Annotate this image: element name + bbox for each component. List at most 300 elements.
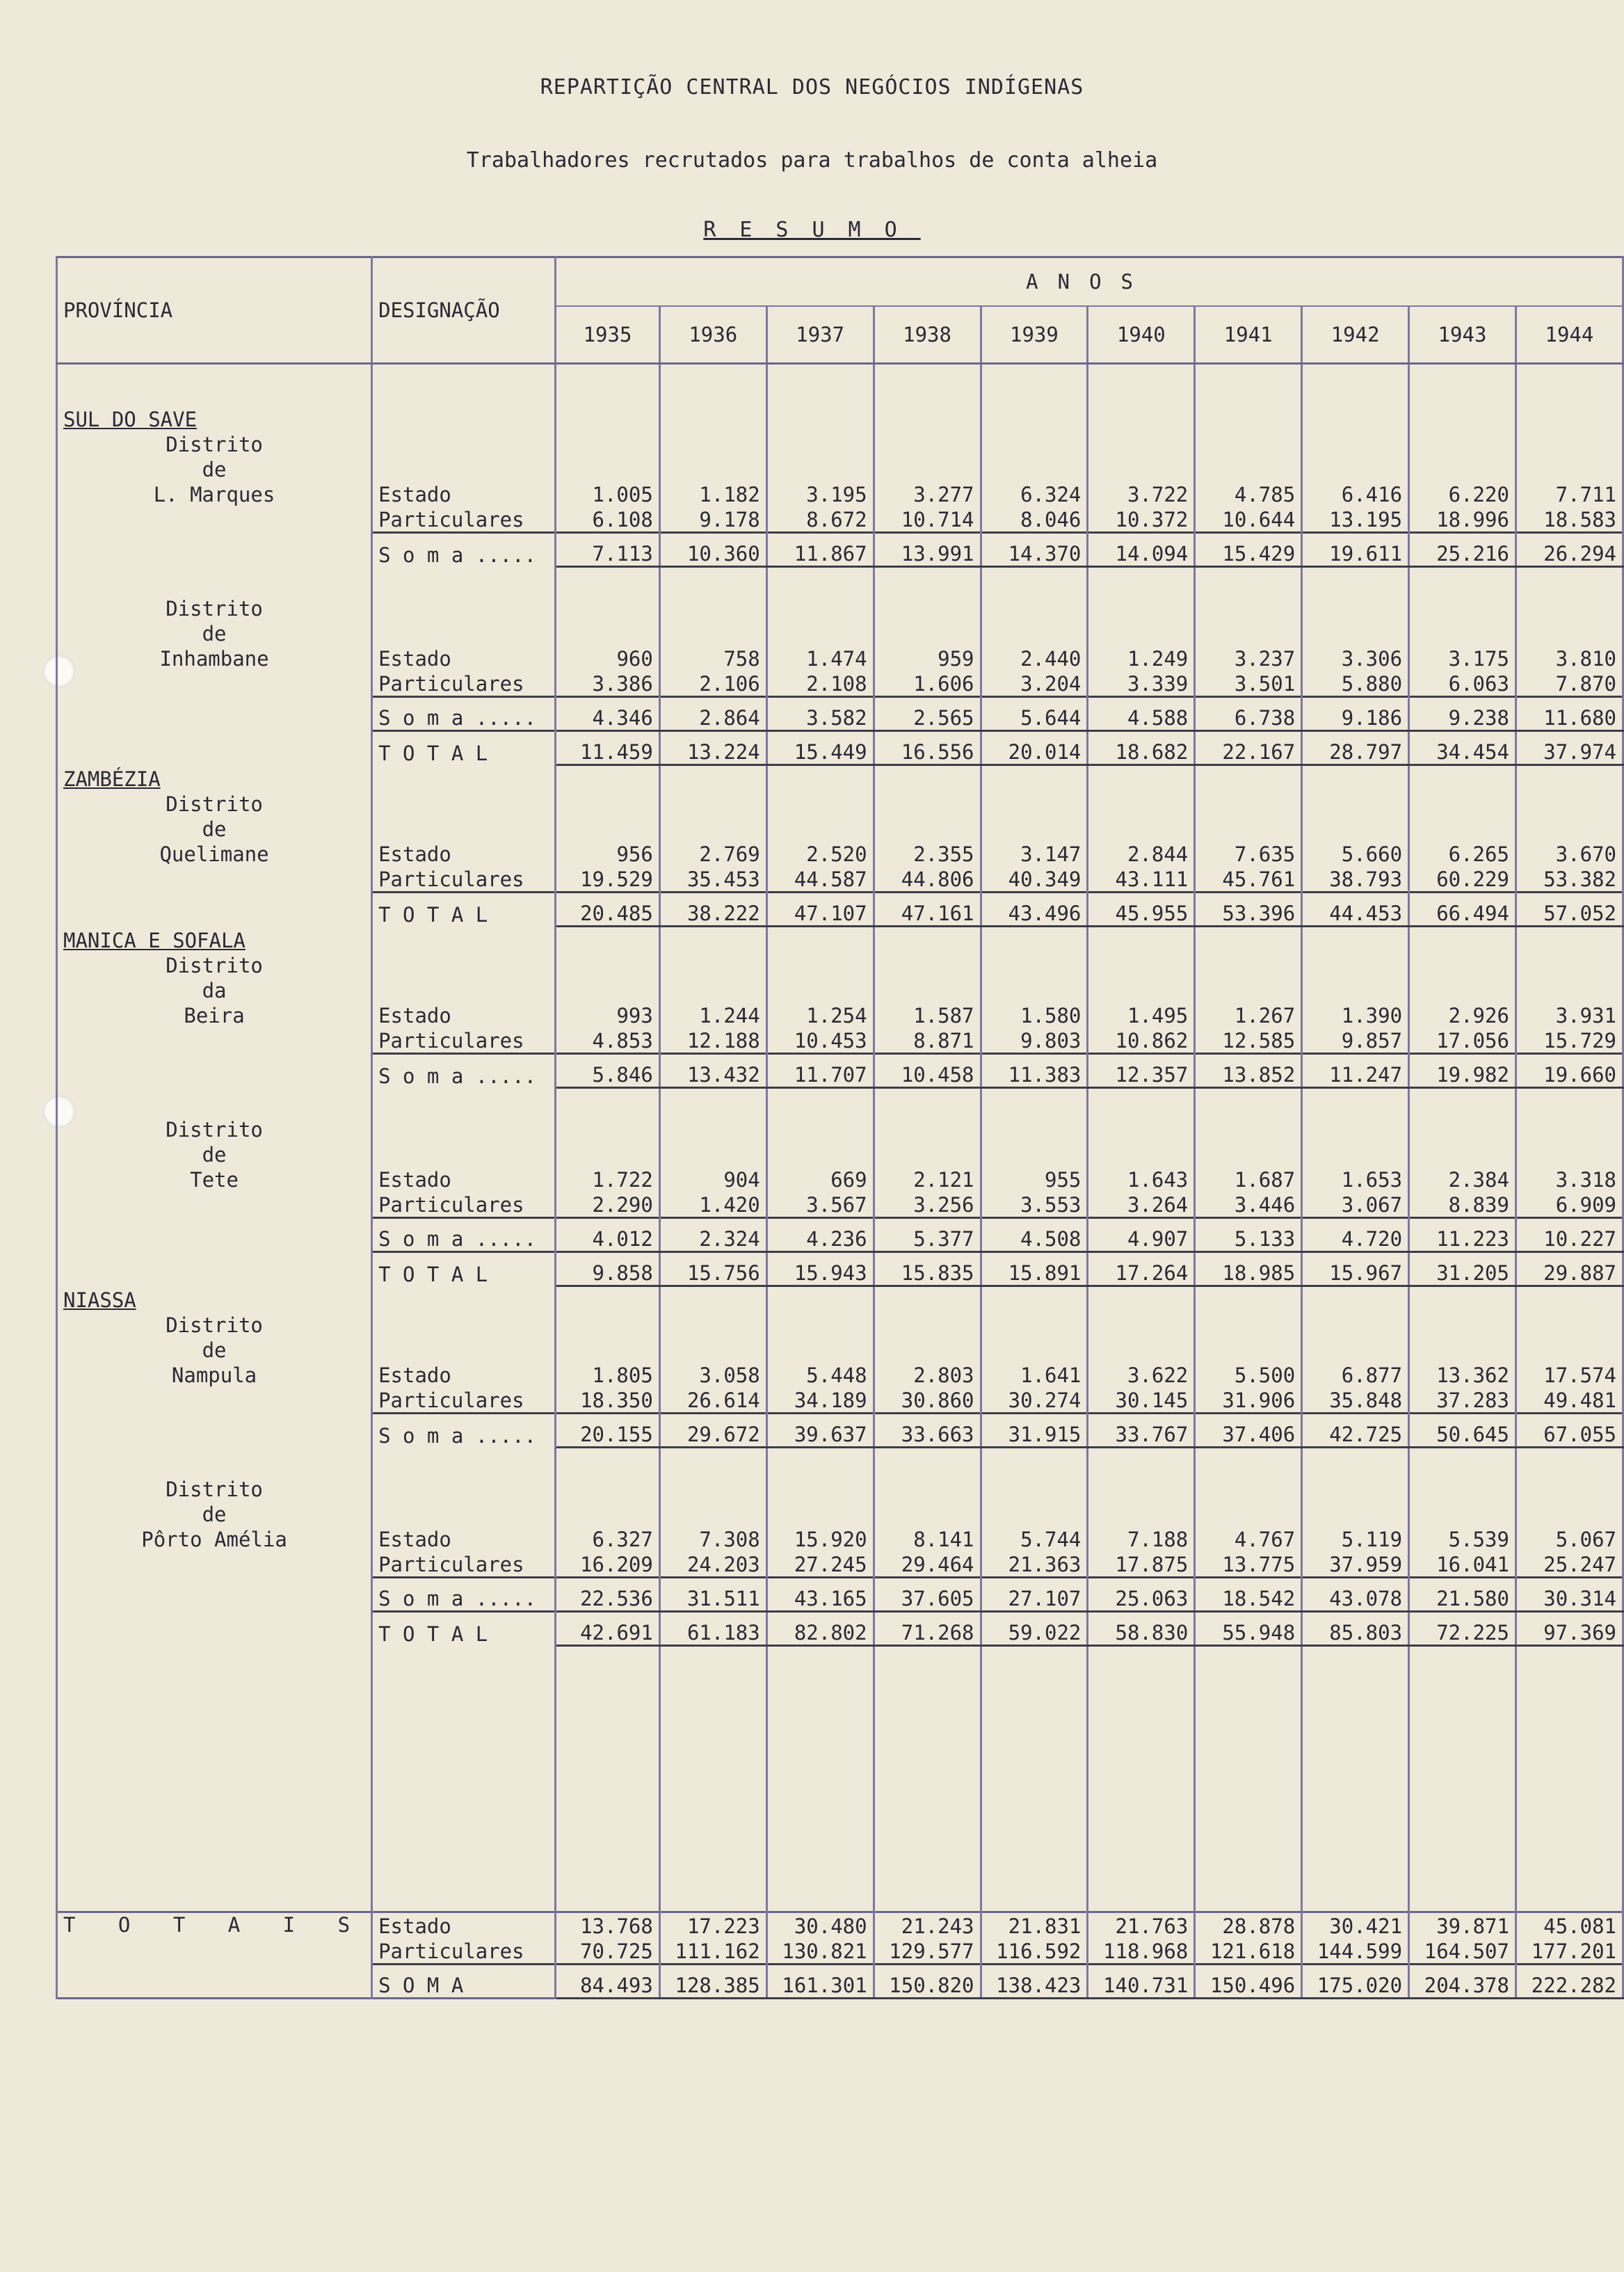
value-cell: 1.653: [1302, 1167, 1409, 1192]
district-name: de: [57, 1501, 372, 1526]
value-cell: [556, 456, 660, 481]
value-cell: 97.369: [1516, 1612, 1623, 1646]
value-cell: [659, 1501, 766, 1526]
value-cell: 7.870: [1516, 671, 1623, 697]
empty-cell: [57, 364, 372, 407]
value-cell: 43.111: [1088, 866, 1195, 893]
value-cell: 47.107: [766, 893, 874, 927]
value-cell: 6.265: [1409, 841, 1516, 866]
district-name: Beira: [57, 1002, 372, 1027]
value-cell: 10.360: [659, 533, 766, 567]
empty-cell: [57, 1612, 372, 1646]
section-niassa: NIASSA: [57, 1286, 372, 1313]
value-cell: 11.459: [556, 731, 660, 765]
empty-cell: [1195, 1088, 1302, 1117]
value-cell: [1302, 456, 1409, 481]
value-cell: [556, 595, 660, 621]
value-cell: [981, 791, 1088, 816]
value-cell: 150.820: [874, 1965, 981, 1999]
value-cell: 39.637: [766, 1414, 874, 1448]
value-cell: 2.844: [1088, 841, 1195, 866]
value-cell: 70.725: [556, 1938, 660, 1965]
row-label: S o m a .....: [372, 697, 556, 731]
value-cell: 4.236: [766, 1218, 874, 1252]
value-cell: 33.767: [1088, 1414, 1195, 1448]
value-cell: [874, 406, 981, 431]
header-designacao: DESIGNAÇÃO: [372, 257, 556, 364]
empty-cell: [659, 1448, 766, 1477]
value-cell: [766, 791, 874, 816]
value-cell: [556, 1117, 660, 1142]
value-cell: [556, 431, 660, 456]
value-cell: 3.446: [1195, 1192, 1302, 1218]
value-cell: [1516, 927, 1623, 953]
value-cell: [981, 927, 1088, 953]
row-label: Estado: [372, 481, 556, 506]
value-cell: 11.867: [766, 533, 874, 567]
empty-cell: [1409, 1448, 1516, 1477]
table-row: [57, 927, 1623, 953]
value-cell: 26.294: [1516, 533, 1623, 567]
value-cell: 956: [556, 841, 660, 866]
value-cell: [1516, 977, 1623, 1002]
totais-label: T O T A I S: [57, 1912, 372, 1939]
table-row: [57, 671, 1623, 697]
value-cell: [766, 1501, 874, 1526]
value-cell: 8.141: [874, 1526, 981, 1551]
document-subtitle: Trabalhadores recrutados para trabalhos de conta alheia: [466, 148, 1158, 173]
empty-cell: [57, 1192, 372, 1218]
value-cell: [874, 595, 981, 621]
table-row: [57, 1337, 1623, 1362]
district-name: de: [57, 816, 372, 841]
value-cell: [874, 952, 981, 977]
section-zambezia: ZAMBÉZIA: [57, 765, 372, 792]
value-cell: 1.254: [766, 1002, 874, 1027]
value-cell: 1.495: [1088, 1002, 1195, 1027]
value-cell: 30.145: [1088, 1387, 1195, 1414]
value-cell: 3.264: [1088, 1192, 1195, 1218]
value-cell: 19.660: [1516, 1054, 1623, 1088]
value-cell: 138.423: [981, 1965, 1088, 1999]
value-cell: [659, 952, 766, 977]
value-cell: [659, 406, 766, 431]
value-cell: [766, 1117, 874, 1142]
value-cell: 3.931: [1516, 1002, 1623, 1027]
value-cell: 144.599: [1302, 1938, 1409, 1965]
value-cell: 3.306: [1302, 646, 1409, 671]
value-cell: 4.907: [1088, 1218, 1195, 1252]
row-label: [372, 1312, 556, 1337]
value-cell: 111.162: [659, 1938, 766, 1965]
value-cell: [1302, 927, 1409, 953]
value-cell: [1409, 595, 1516, 621]
value-cell: 19.529: [556, 866, 660, 893]
table-row: [57, 1192, 1623, 1218]
section-sul-do-save: SUL DO SAVE: [57, 406, 372, 431]
value-cell: [766, 1142, 874, 1167]
value-cell: 5.067: [1516, 1526, 1623, 1551]
value-cell: 60.229: [1409, 866, 1516, 893]
value-cell: 150.496: [1195, 1965, 1302, 1999]
value-cell: [874, 431, 981, 456]
value-cell: [981, 1337, 1088, 1362]
empty-cell: [1088, 1448, 1195, 1477]
value-cell: [1088, 1286, 1195, 1313]
row-label: [372, 952, 556, 977]
empty-cell: [556, 364, 660, 407]
empty-cell: [874, 1088, 981, 1117]
value-cell: [874, 791, 981, 816]
value-cell: 10.714: [874, 506, 981, 533]
empty-cell: [1409, 364, 1516, 407]
value-cell: 18.542: [1195, 1578, 1302, 1612]
row-label: [372, 1337, 556, 1362]
value-cell: 11.247: [1302, 1054, 1409, 1088]
value-cell: [981, 406, 1088, 431]
value-cell: [659, 1312, 766, 1337]
value-cell: [1088, 952, 1195, 977]
value-cell: 161.301: [766, 1965, 874, 1999]
empty-cell: [1516, 1448, 1623, 1477]
district-name: da: [57, 977, 372, 1002]
value-cell: [1088, 1312, 1195, 1337]
value-cell: 59.022: [981, 1612, 1088, 1646]
value-cell: [766, 1476, 874, 1501]
value-cell: [659, 1286, 766, 1313]
value-cell: 9.186: [1302, 697, 1409, 731]
value-cell: [1516, 621, 1623, 646]
table-row: [57, 1578, 1623, 1612]
district-name: de: [57, 1337, 372, 1362]
value-cell: 29.887: [1516, 1252, 1623, 1286]
value-cell: 21.363: [981, 1551, 1088, 1578]
empty-cell: [1088, 1088, 1195, 1117]
blank-row: [57, 1646, 1623, 1912]
value-cell: [556, 977, 660, 1002]
value-cell: 128.385: [659, 1965, 766, 1999]
value-cell: 13.852: [1195, 1054, 1302, 1088]
row-label: Estado: [372, 1362, 556, 1387]
value-cell: [659, 431, 766, 456]
value-cell: [874, 1312, 981, 1337]
value-cell: 6.416: [1302, 481, 1409, 506]
row-label: Particulares: [372, 866, 556, 893]
table-row: [57, 1054, 1623, 1088]
value-cell: 9.803: [981, 1027, 1088, 1054]
value-cell: [1195, 1117, 1302, 1142]
row-label: [372, 791, 556, 816]
value-cell: [1409, 1501, 1516, 1526]
value-cell: 1.390: [1302, 1002, 1409, 1027]
district-name: Distrito: [57, 1117, 372, 1142]
value-cell: 993: [556, 1002, 660, 1027]
value-cell: [1302, 1337, 1409, 1362]
value-cell: 18.985: [1195, 1252, 1302, 1286]
value-cell: [1195, 765, 1302, 792]
value-cell: [766, 595, 874, 621]
spacer-row: [57, 1088, 1623, 1117]
value-cell: 6.327: [556, 1526, 660, 1551]
value-cell: [1088, 595, 1195, 621]
value-cell: [981, 595, 1088, 621]
value-cell: 2.926: [1409, 1002, 1516, 1027]
empty-cell: [1302, 364, 1409, 407]
value-cell: 19.982: [1409, 1054, 1516, 1088]
table-row: [57, 1167, 1623, 1192]
year-header: 1939: [981, 306, 1088, 364]
value-cell: 10.862: [1088, 1027, 1195, 1054]
table-row: [57, 1414, 1623, 1448]
value-cell: [981, 1286, 1088, 1313]
value-cell: [1409, 765, 1516, 792]
row-label: Estado: [372, 1912, 556, 1939]
row-label: S o m a .....: [372, 1578, 556, 1612]
value-cell: 4.588: [1088, 697, 1195, 731]
value-cell: 1.244: [659, 1002, 766, 1027]
value-cell: 43.496: [981, 893, 1088, 927]
value-cell: [659, 765, 766, 792]
value-cell: [766, 1286, 874, 1313]
value-cell: [981, 621, 1088, 646]
value-cell: [1516, 1117, 1623, 1142]
value-cell: 71.268: [874, 1612, 981, 1646]
value-cell: [981, 952, 1088, 977]
value-cell: 84.493: [556, 1965, 660, 1999]
value-cell: 9.238: [1409, 697, 1516, 731]
value-cell: [1516, 1142, 1623, 1167]
empty-cell: [1195, 1448, 1302, 1477]
value-cell: [1195, 621, 1302, 646]
value-cell: 13.432: [659, 1054, 766, 1088]
value-cell: 30.860: [874, 1387, 981, 1414]
value-cell: 9.857: [1302, 1027, 1409, 1054]
empty-cell: [1409, 1646, 1516, 1912]
year-header: 1942: [1302, 306, 1409, 364]
year-header: 1935: [556, 306, 660, 364]
value-cell: 15.891: [981, 1252, 1088, 1286]
empty-cell: [372, 364, 556, 407]
table-row: [57, 1117, 1623, 1142]
table-row: [57, 595, 1623, 621]
value-cell: 13.775: [1195, 1551, 1302, 1578]
value-cell: 8.672: [766, 506, 874, 533]
value-cell: 3.670: [1516, 841, 1623, 866]
row-label: T O T A L: [372, 1252, 556, 1286]
value-cell: [1302, 816, 1409, 841]
value-cell: 3.256: [874, 1192, 981, 1218]
table-row: [57, 1612, 1623, 1646]
value-cell: 17.574: [1516, 1362, 1623, 1387]
value-cell: 20.155: [556, 1414, 660, 1448]
value-cell: 10.453: [766, 1027, 874, 1054]
value-cell: [556, 952, 660, 977]
value-cell: 34.454: [1409, 731, 1516, 765]
value-cell: 129.577: [874, 1938, 981, 1965]
value-cell: [1088, 406, 1195, 431]
table-row: [57, 893, 1623, 927]
value-cell: 16.209: [556, 1551, 660, 1578]
table-row: [57, 1312, 1623, 1337]
value-cell: 121.618: [1195, 1938, 1302, 1965]
district-name: de: [57, 1142, 372, 1167]
value-cell: 3.195: [766, 481, 874, 506]
value-cell: 30.314: [1516, 1578, 1623, 1612]
value-cell: [1409, 1476, 1516, 1501]
value-cell: [1195, 595, 1302, 621]
value-cell: 38.793: [1302, 866, 1409, 893]
value-cell: [874, 621, 981, 646]
table-row: [57, 841, 1623, 866]
row-label: Particulares: [372, 1387, 556, 1414]
row-label: Estado: [372, 1167, 556, 1192]
value-cell: [1195, 456, 1302, 481]
value-cell: [766, 952, 874, 977]
value-cell: 7.113: [556, 533, 660, 567]
district-name: Inhambane: [57, 646, 372, 671]
value-cell: [1516, 765, 1623, 792]
value-cell: [1088, 791, 1195, 816]
value-cell: 15.835: [874, 1252, 981, 1286]
row-label: Particulares: [372, 1192, 556, 1218]
empty-cell: [57, 697, 372, 731]
value-cell: [874, 927, 981, 953]
value-cell: [1516, 406, 1623, 431]
year-header: 1938: [874, 306, 981, 364]
value-cell: 12.357: [1088, 1054, 1195, 1088]
value-cell: [874, 456, 981, 481]
value-cell: 16.041: [1409, 1551, 1516, 1578]
value-cell: 5.539: [1409, 1526, 1516, 1551]
value-cell: 164.507: [1409, 1938, 1516, 1965]
value-cell: [1302, 1142, 1409, 1167]
value-cell: 25.216: [1409, 533, 1516, 567]
value-cell: 2.121: [874, 1167, 981, 1192]
value-cell: 118.968: [1088, 1938, 1195, 1965]
value-cell: 3.622: [1088, 1362, 1195, 1387]
value-cell: [556, 927, 660, 953]
empty-cell: [1302, 1646, 1409, 1912]
row-label: T O T A L: [372, 893, 556, 927]
empty-cell: [659, 567, 766, 596]
value-cell: 13.362: [1409, 1362, 1516, 1387]
empty-cell: [1409, 1088, 1516, 1117]
table-row: [57, 1252, 1623, 1286]
value-cell: 6.877: [1302, 1362, 1409, 1387]
row-label: [372, 1286, 556, 1313]
empty-cell: [57, 866, 372, 893]
table-row: [57, 481, 1623, 506]
value-cell: [1302, 621, 1409, 646]
empty-cell: [57, 1646, 372, 1912]
value-cell: [766, 406, 874, 431]
district-name: Distrito: [57, 791, 372, 816]
value-cell: 44.587: [766, 866, 874, 893]
table-row: [57, 1476, 1623, 1501]
table-row: [57, 506, 1623, 533]
value-cell: [766, 927, 874, 953]
value-cell: 66.494: [1409, 893, 1516, 927]
value-cell: 2.565: [874, 697, 981, 731]
table-row: [57, 621, 1623, 646]
value-cell: 3.386: [556, 671, 660, 697]
table-row: [57, 697, 1623, 731]
value-cell: [1088, 1501, 1195, 1526]
empty-cell: [874, 567, 981, 596]
table-row: [57, 1912, 1623, 1939]
empty-cell: [372, 1646, 556, 1912]
value-cell: 17.223: [659, 1912, 766, 1939]
empty-cell: [57, 893, 372, 927]
value-cell: [1516, 431, 1623, 456]
header-anos: ANOS: [556, 257, 1623, 307]
value-cell: 3.147: [981, 841, 1088, 866]
empty-cell: [766, 1646, 874, 1912]
value-cell: 5.377: [874, 1218, 981, 1252]
value-cell: [1302, 1501, 1409, 1526]
value-cell: [1516, 456, 1623, 481]
value-cell: 29.464: [874, 1551, 981, 1578]
value-cell: [1516, 1337, 1623, 1362]
value-cell: [766, 1312, 874, 1337]
value-cell: [1516, 1501, 1623, 1526]
value-cell: [1195, 431, 1302, 456]
value-cell: 17.056: [1409, 1027, 1516, 1054]
row-label: [372, 816, 556, 841]
value-cell: 2.803: [874, 1362, 981, 1387]
value-cell: [766, 1337, 874, 1362]
value-cell: [1409, 1142, 1516, 1167]
value-cell: 47.161: [874, 893, 981, 927]
value-cell: 21.243: [874, 1912, 981, 1939]
value-cell: 1.687: [1195, 1167, 1302, 1192]
row-label: [372, 1476, 556, 1501]
table-row: [57, 406, 1623, 431]
empty-cell: [57, 567, 372, 596]
value-cell: [1409, 1337, 1516, 1362]
row-label: T O T A L: [372, 1612, 556, 1646]
row-label: S o m a .....: [372, 1414, 556, 1448]
value-cell: [1195, 816, 1302, 841]
empty-cell: [874, 364, 981, 407]
empty-cell: [766, 1088, 874, 1117]
value-cell: [556, 1142, 660, 1167]
value-cell: 10.644: [1195, 506, 1302, 533]
value-cell: [1088, 621, 1195, 646]
row-label: Particulares: [372, 506, 556, 533]
value-cell: 1.267: [1195, 1002, 1302, 1027]
value-cell: 37.974: [1516, 731, 1623, 765]
value-cell: [1302, 595, 1409, 621]
value-cell: [1302, 1286, 1409, 1313]
spacer-row: [57, 1448, 1623, 1477]
value-cell: 2.440: [981, 646, 1088, 671]
empty-cell: [57, 731, 372, 765]
value-cell: 44.806: [874, 866, 981, 893]
row-label: [372, 977, 556, 1002]
value-cell: [874, 1142, 981, 1167]
district-name: de: [57, 456, 372, 481]
value-cell: 1.249: [1088, 646, 1195, 671]
value-cell: 82.802: [766, 1612, 874, 1646]
empty-cell: [372, 1088, 556, 1117]
table-row: [57, 977, 1623, 1002]
row-label: Particulares: [372, 671, 556, 697]
empty-cell: [57, 1578, 372, 1612]
header-provincia: PROVÍNCIA: [57, 257, 372, 364]
value-cell: 7.711: [1516, 481, 1623, 506]
value-cell: 4.508: [981, 1218, 1088, 1252]
